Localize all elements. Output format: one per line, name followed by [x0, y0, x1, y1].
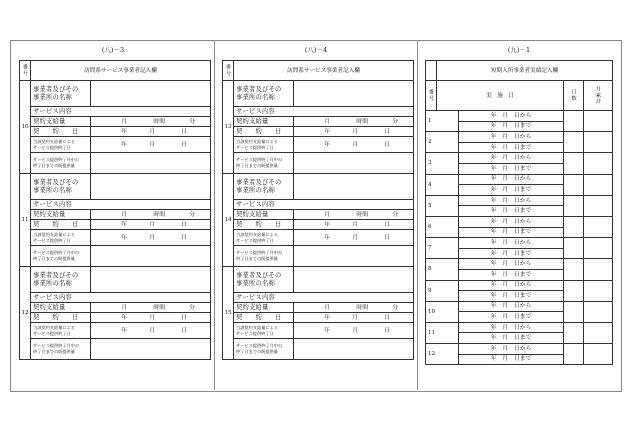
unit-minutes: 分: [392, 304, 398, 311]
monthly-total-field[interactable]: [584, 174, 613, 195]
end-date-label: [31, 323, 91, 339]
unit-day: 日: [181, 234, 187, 241]
unit-month: 月: [352, 314, 358, 321]
office-name-field[interactable]: [91, 174, 211, 200]
provided-amount-field[interactable]: [294, 339, 414, 360]
days-field[interactable]: [564, 344, 584, 365]
row-number: 1: [426, 111, 459, 132]
office-name-field[interactable]: [294, 267, 414, 293]
entry-number: 12: [20, 267, 31, 360]
contract-date-label: 契 約 日: [31, 220, 91, 230]
to-date-field[interactable]: 年 月 日まで: [459, 291, 564, 302]
from-date-field[interactable]: 年 月 日から: [459, 301, 564, 312]
entry-number: 10: [20, 81, 31, 174]
unit-month: 月: [149, 327, 155, 334]
unit-month: 月: [324, 304, 330, 311]
contract-date-label: 契 約 日: [234, 313, 294, 323]
days-field[interactable]: [564, 195, 584, 216]
to-date-field[interactable]: 年 月 日まで: [459, 227, 564, 238]
panel-title: (八)－4: [304, 46, 328, 54]
provided-amount-label: [234, 339, 294, 360]
unit-year: 年: [324, 141, 330, 148]
contract-amount-label: 契約支給量: [31, 303, 91, 313]
provided-amount-field[interactable]: [91, 153, 211, 174]
provided-amount-label: [31, 246, 91, 267]
from-date-field[interactable]: 年 月 日から: [459, 259, 564, 270]
service-label: サービス内容: [31, 293, 211, 303]
unit-month: 月: [352, 221, 358, 228]
row-number: 8: [426, 259, 459, 280]
table-header: 訪問系サービス事業者記入欄: [234, 61, 414, 81]
unit-month: 月: [352, 327, 358, 334]
office-name-field[interactable]: [91, 81, 211, 107]
table-header: 短期入所事業者実績記入欄: [437, 61, 613, 81]
number-header: 番号: [20, 61, 31, 81]
days-field[interactable]: [564, 301, 584, 322]
unit-hours: 時間: [356, 118, 368, 125]
unit-hours: 時間: [153, 118, 165, 125]
service-label: サービス内容: [234, 200, 414, 210]
row-number: 10: [426, 301, 459, 322]
panel-divider: [214, 40, 215, 390]
office-name-label-text: 事業者及びその 事業所の名称: [33, 178, 79, 194]
to-date-field[interactable]: 年 月 日まで: [459, 142, 564, 153]
provided-amount-field[interactable]: [294, 153, 414, 174]
contract-date-label: 契 約 日: [234, 127, 294, 137]
row-number: 4: [426, 174, 459, 195]
monthly-total-field[interactable]: [584, 280, 613, 301]
service-label: サービス内容: [31, 200, 211, 210]
contract-amount-label: 契約支給量: [31, 117, 91, 127]
provided-amount-field[interactable]: [91, 339, 211, 360]
monthly-total-field[interactable]: [584, 153, 613, 174]
days-field[interactable]: [564, 259, 584, 280]
contract-amount-field[interactable]: [91, 117, 211, 127]
unit-month: 月: [149, 128, 155, 135]
end-date-label-text: 当該契約支給量による サービス提供終了日: [236, 324, 278, 336]
days-column-header: 日数: [564, 81, 584, 111]
number-header: 番号: [426, 81, 437, 111]
service-label: サービス内容: [234, 107, 414, 117]
days-field[interactable]: [564, 238, 584, 259]
contract-date-field[interactable]: [294, 127, 414, 137]
contract-amount-field[interactable]: [294, 117, 414, 127]
number-header: 番号: [223, 61, 234, 81]
to-date-field[interactable]: 年 月 日まで: [459, 206, 564, 217]
days-field[interactable]: [564, 322, 584, 343]
end-date-label: [31, 230, 91, 246]
provided-amount-field[interactable]: [294, 246, 414, 267]
office-name-field[interactable]: [294, 174, 414, 200]
row-number: 2: [426, 132, 459, 153]
unit-month: 月: [352, 128, 358, 135]
days-field[interactable]: [564, 174, 584, 195]
provided-amount-label: [31, 153, 91, 174]
end-date-label-text: 当該契約支給量による サービス提供終了日: [33, 138, 75, 150]
unit-year: 年: [324, 314, 330, 321]
provider-record-table: [222, 60, 414, 360]
unit-hours: 時間: [356, 211, 368, 218]
provided-amount-label: [31, 339, 91, 360]
office-name-field[interactable]: [91, 267, 211, 293]
unit-month: 月: [149, 234, 155, 241]
unit-year: 年: [121, 314, 127, 321]
end-date-field[interactable]: [91, 137, 211, 153]
to-date-field[interactable]: 年 月 日まで: [459, 354, 564, 365]
monthly-total-field[interactable]: [584, 238, 613, 259]
number-header: [426, 61, 437, 81]
days-field[interactable]: [564, 280, 584, 301]
office-name-label: [234, 267, 294, 293]
row-number: 6: [426, 216, 459, 237]
office-name-label: [234, 174, 294, 200]
end-date-field[interactable]: [91, 230, 211, 246]
panel-divider: [417, 40, 418, 390]
contract-amount-field[interactable]: [294, 210, 414, 220]
unit-day: 日: [181, 128, 187, 135]
panel-title: (八)－3: [101, 46, 125, 54]
end-date-label: [234, 137, 294, 153]
from-date-field[interactable]: 年 月 日から: [459, 322, 564, 333]
provider-record-table: [19, 60, 211, 360]
unit-day: 日: [384, 327, 390, 334]
contract-date-field[interactable]: [91, 313, 211, 323]
short-stay-table: [425, 60, 613, 365]
end-date-label-text: 当該契約支給量による サービス提供終了日: [33, 231, 75, 243]
from-date-field[interactable]: 年 月 日から: [459, 238, 564, 249]
to-date-field[interactable]: 年 月 日まで: [459, 312, 564, 323]
unit-month: 月: [352, 234, 358, 241]
contract-amount-field[interactable]: [91, 303, 211, 313]
office-name-label-text: 事業者及びその 事業所の名称: [33, 271, 79, 287]
row-number: 11: [426, 322, 459, 343]
contract-date-field[interactable]: [91, 127, 211, 137]
office-name-label: [31, 174, 91, 200]
monthly-total-field[interactable]: [584, 301, 613, 322]
from-date-field[interactable]: 年 月 日から: [459, 132, 564, 143]
contract-amount-label: 契約支給量: [234, 117, 294, 127]
office-name-label-text: 事業者及びその 事業所の名称: [33, 85, 79, 101]
monthly-total-field[interactable]: [584, 195, 613, 216]
monthly-total-field[interactable]: [584, 259, 613, 280]
unit-month: 月: [352, 141, 358, 148]
contract-date-field[interactable]: [294, 313, 414, 323]
contract-amount-field[interactable]: [91, 210, 211, 220]
unit-hours: 時間: [153, 304, 165, 311]
days-field[interactable]: [564, 216, 584, 237]
days-field[interactable]: [564, 153, 584, 174]
unit-day: 日: [384, 128, 390, 135]
unit-year: 年: [121, 234, 127, 241]
provided-amount-label-text: サービス提供終了月中の 終了日までの既提供量: [33, 157, 80, 168]
from-date-field[interactable]: 年 月 日から: [459, 111, 564, 122]
unit-month: 月: [149, 221, 155, 228]
office-name-label: [234, 81, 294, 107]
provided-amount-field[interactable]: [91, 246, 211, 267]
monthly-total-field[interactable]: [584, 344, 613, 365]
row-number: 9: [426, 280, 459, 301]
end-date-field[interactable]: [294, 230, 414, 246]
unit-minutes: 分: [392, 211, 398, 218]
monthly-total-field[interactable]: [584, 111, 613, 132]
unit-year: 年: [324, 327, 330, 334]
to-date-field[interactable]: 年 月 日まで: [459, 185, 564, 196]
office-name-label-text: 事業者及びその 事業所の名称: [236, 271, 282, 287]
end-date-label-text: 当該契約支給量による サービス提供終了日: [33, 324, 75, 336]
contract-date-label: 契 約 日: [31, 127, 91, 137]
contract-date-field[interactable]: [91, 220, 211, 230]
provided-amount-label-text: サービス提供終了月中の 終了日までの既提供量: [236, 157, 283, 168]
table-header: 訪問系サービス事業者記入欄: [31, 61, 211, 81]
row-number: 3: [426, 153, 459, 174]
office-name-label: [31, 81, 91, 107]
from-date-field[interactable]: 年 月 日から: [459, 153, 564, 164]
unit-month: 月: [149, 314, 155, 321]
unit-year: 年: [121, 327, 127, 334]
unit-day: 日: [384, 314, 390, 321]
office-name-label-text: 事業者及びその 事業所の名称: [236, 178, 282, 194]
entry-number: 13: [223, 81, 234, 174]
row-number: 12: [426, 344, 459, 365]
contract-date-label: 契 約 日: [31, 313, 91, 323]
unit-month: 月: [324, 211, 330, 218]
unit-year: 年: [121, 128, 127, 135]
unit-month: 月: [149, 141, 155, 148]
panel-title: (九)－1: [507, 46, 531, 54]
service-label: サービス内容: [234, 293, 414, 303]
provided-amount-label-text: サービス提供終了月中の 終了日までの既提供量: [236, 250, 283, 261]
unit-minutes: 分: [189, 118, 195, 125]
from-date-field[interactable]: 年 月 日から: [459, 344, 564, 355]
days-field[interactable]: [564, 132, 584, 153]
contract-amount-label: 契約支給量: [234, 210, 294, 220]
days-field[interactable]: [564, 111, 584, 132]
unit-minutes: 分: [392, 118, 398, 125]
row-number: 5: [426, 195, 459, 216]
unit-year: 年: [121, 221, 127, 228]
unit-month: 月: [121, 118, 127, 125]
from-date-field[interactable]: 年 月 日から: [459, 195, 564, 206]
to-date-field[interactable]: 年 月 日まで: [459, 269, 564, 280]
unit-month: 月: [121, 304, 127, 311]
end-date-field[interactable]: [294, 323, 414, 339]
unit-year: 年: [324, 128, 330, 135]
unit-year: 年: [324, 221, 330, 228]
row-number: 7: [426, 238, 459, 259]
office-name-field[interactable]: [294, 81, 414, 107]
total-column-header: 月累計: [584, 81, 613, 111]
to-date-field[interactable]: 年 月 日まで: [459, 333, 564, 344]
from-date-field[interactable]: 年 月 日から: [459, 216, 564, 227]
provided-amount-label-text: サービス提供終了月中の 終了日までの既提供量: [236, 343, 283, 354]
unit-day: 日: [181, 314, 187, 321]
entry-number: 15: [223, 267, 234, 360]
unit-day: 日: [181, 221, 187, 228]
contract-date-label: 契 約 日: [234, 220, 294, 230]
to-date-field[interactable]: 年 月 日まで: [459, 248, 564, 259]
provided-amount-label-text: サービス提供終了月中の 終了日までの既提供量: [33, 250, 80, 261]
unit-day: 日: [384, 141, 390, 148]
unit-month: 月: [324, 118, 330, 125]
monthly-total-field[interactable]: [584, 132, 613, 153]
contract-amount-label: 契約支給量: [234, 303, 294, 313]
end-date-label-text: 当該契約支給量による サービス提供終了日: [236, 231, 278, 243]
contract-date-field[interactable]: [294, 220, 414, 230]
end-date-field[interactable]: [294, 137, 414, 153]
unit-year: 年: [121, 141, 127, 148]
contract-amount-label: 契約支給量: [31, 210, 91, 220]
end-date-label: [31, 137, 91, 153]
end-date-field[interactable]: [91, 323, 211, 339]
provided-amount-label: [234, 246, 294, 267]
unit-hours: 時間: [356, 304, 368, 311]
unit-day: 日: [384, 234, 390, 241]
office-name-label-text: 事業者及びその 事業所の名称: [236, 85, 282, 101]
unit-day: 日: [181, 327, 187, 334]
end-date-label-text: 当該契約支給量による サービス提供終了日: [236, 138, 278, 150]
to-date-field[interactable]: 年 月 日まで: [459, 163, 564, 174]
monthly-total-field[interactable]: [584, 322, 613, 343]
unit-year: 年: [324, 234, 330, 241]
contract-amount-field[interactable]: [294, 303, 414, 313]
entry-number: 14: [223, 174, 234, 267]
from-date-field[interactable]: 年 月 日から: [459, 174, 564, 185]
end-date-label: [234, 323, 294, 339]
provided-amount-label-text: サービス提供終了月中の 終了日までの既提供量: [33, 343, 80, 354]
monthly-total-field[interactable]: [584, 216, 613, 237]
unit-minutes: 分: [189, 304, 195, 311]
date-column-header: 実 施 日: [437, 81, 564, 111]
to-date-field[interactable]: 年 月 日まで: [459, 121, 564, 132]
unit-hours: 時間: [153, 211, 165, 218]
unit-minutes: 分: [189, 211, 195, 218]
office-name-label: [31, 267, 91, 293]
entry-number: 11: [20, 174, 31, 267]
provided-amount-label: [234, 153, 294, 174]
from-date-field[interactable]: 年 月 日から: [459, 280, 564, 291]
unit-day: 日: [384, 221, 390, 228]
unit-day: 日: [181, 141, 187, 148]
service-label: サービス内容: [31, 107, 211, 117]
unit-month: 月: [121, 211, 127, 218]
end-date-label: [234, 230, 294, 246]
